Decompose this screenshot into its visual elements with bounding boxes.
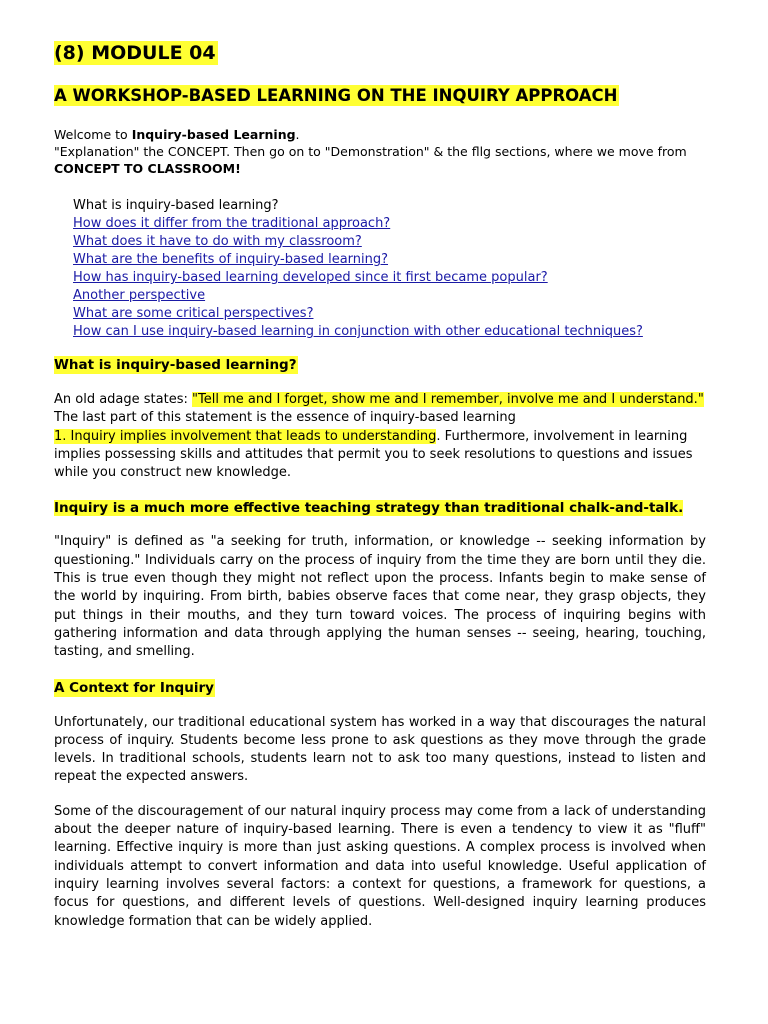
toc-link-developed[interactable]: How has inquiry-based learning developed since it first became popular? [73,270,548,285]
welcome-line: Welcome to Inquiry-based Learning. [54,127,300,142]
toc-item [73,251,706,269]
concept-to-classroom: CONCEPT TO CLASSROOM! [54,161,241,176]
strategy-statement: Inquiry is a much more effective teaching strategy than traditional chalk-and-talk. [54,500,684,517]
document-page [54,40,706,947]
intro-block [54,126,706,177]
toc-link-critical[interactable]: What are some critical perspectives? [73,306,314,321]
toc-link-techniques[interactable]: How can I use inquiry-based learning in conjunction with other educational techniques? [73,324,643,339]
main-title: A WORKSHOP-BASED LEARNING ON THE INQUIRY APPROACH [54,86,618,105]
adage-quote: "Tell me and I forget, show me and I remember, involve me and I understand." [192,392,704,407]
discouragement-paragraph: Some of the discouragement of our natural inquiry process may come from a lack of understanding about the deeper nature of inquiry-based learning. There is even a tendency to view it as "fluff" learning. Effective inquiry is more than just asking questions. A complex process is involved when individuals attempt to convert information and data into useful knowledge. Useful application of inquiry learning involves several factors: a context for questions, a framework for questions, a focus for questions, and different levels of questions. Well-designed inquiry learning produces knowledge formation that can be widely applied. [54,803,706,929]
section-heading-what-is: What is inquiry-based learning? [54,357,297,373]
inquiry-point: 1. Inquiry implies involvement that leads to understanding [54,428,437,444]
section-heading-context: A Context for Inquiry [54,679,214,696]
toc-link-classroom[interactable]: What does it have to do with my classroom? [73,234,362,249]
toc-item [73,305,706,323]
table-of-contents [73,197,706,341]
toc-link-differ[interactable]: How does it differ from the traditional approach? [73,216,391,231]
explanation-line: "Explanation" the CONCEPT. Then go on to "Demonstration" & the fllg sections, where we move from [54,144,687,159]
traditional-system-paragraph: Unfortunately, our traditional educational system has worked in a way that discourages the natural process of inquiry. Students become less prone to ask questions as they move through the grade levels. In traditional schools, students learn not to ask too many questions, instead to listen and repeat the expected answers. [54,714,706,785]
toc-link-another-perspective[interactable]: Another perspective [73,288,206,303]
toc-item [73,269,706,287]
adage-paragraph: An old adage states: "Tell me and I forget, show me and I remember, involve me and I understand." The last part of this statement is the essence of inquiry-based learning 1. Inquiry implies involvement that leads to understanding. Furthermore, involvement in learning implies possessing skills and attitudes that permit you to seek resolutions to questions and issues while you construct new knowledge. [54,392,704,481]
module-heading: (8) MODULE 04 [54,42,216,64]
toc-item-current: What is inquiry-based learning? [73,198,279,213]
toc-item [73,215,706,233]
toc-item [73,287,706,305]
toc-item [73,233,706,251]
toc-link-benefits[interactable]: What are the benefits of inquiry-based learning? [73,252,389,267]
toc-item [73,323,706,341]
inquiry-definition-paragraph: "Inquiry" is defined as "a seeking for truth, information, or knowledge -- seeking information by questioning." Individuals carry on the process of inquiry from the time they are born until they die. This is true even though they might not reflect upon the process. Infants begin to make sense of the world by inquiring. From birth, babies observe faces that come near, they grasp objects, they put things in their mouths, and they turn toward voices. The process of inquiring begins with gathering information and data through applying the human senses -- seeing, hearing, touching, tasting, and smelling. [54,534,706,660]
